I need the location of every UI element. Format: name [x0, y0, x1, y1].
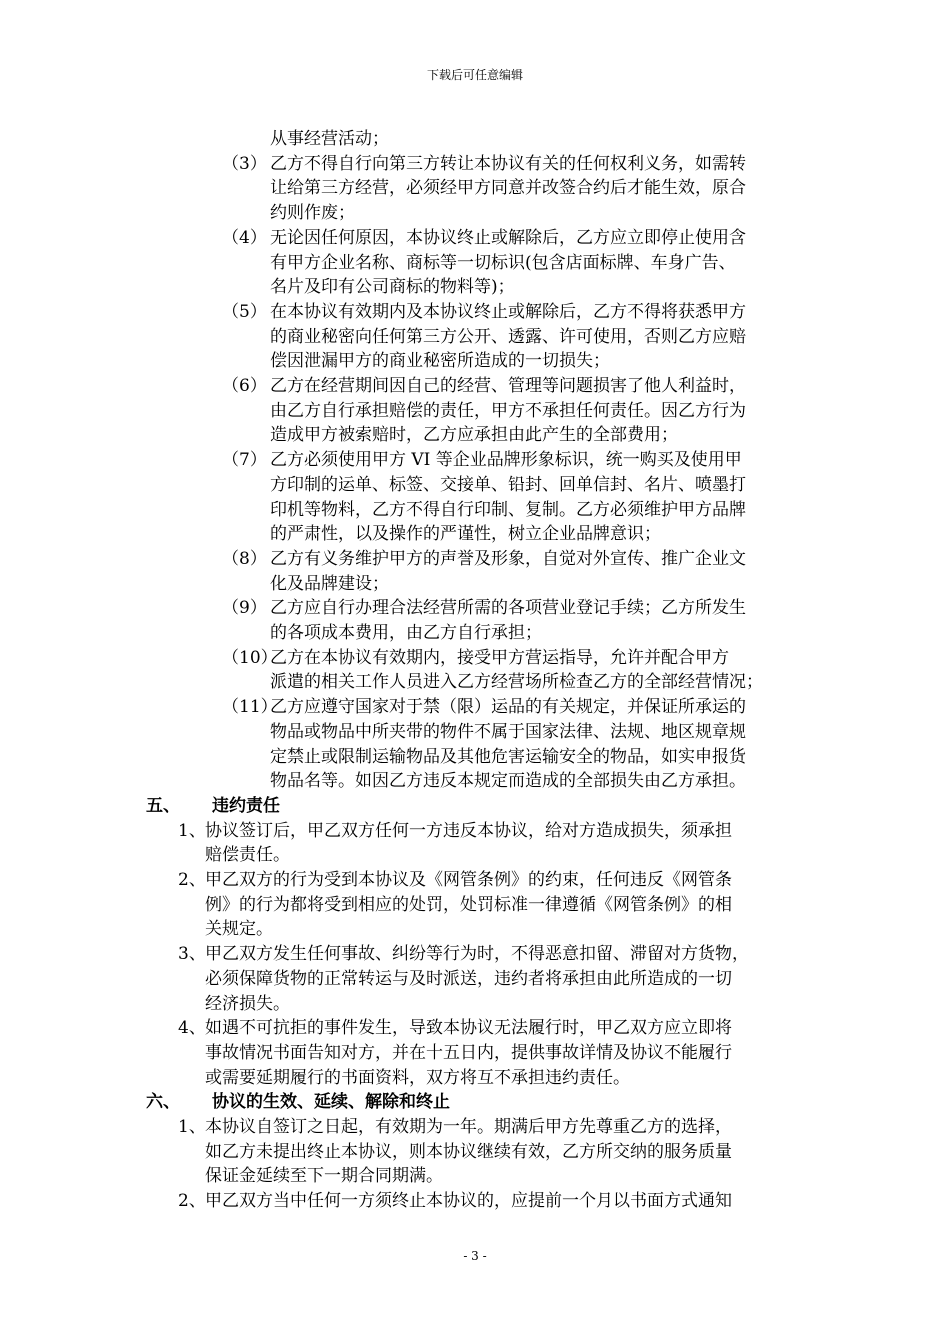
clause-text-line: 印机等物料，乙方不得自行印制、复制。乙方必须维护甲方品牌: [270, 499, 746, 520]
clause-text-line: 乙方应自行办理合法经营所需的各项营业登记手续；乙方所发生: [270, 598, 746, 619]
clause-text-line: 乙方不得自行向第三方转让本协议有关的任何权利义务，如需转: [270, 153, 746, 174]
clause-text-line: 物品名等。如因乙方违反本规定而造成的全部损失由乙方承担。: [270, 771, 746, 792]
item-number: 1、: [178, 820, 206, 841]
clause-text-line: 派遣的相关工作人员进入乙方经营场所检查乙方的全部经营情况；: [270, 672, 763, 693]
item-text-line: 甲乙双方发生任何事故、纠纷等行为时，不得恶意扣留、滞留对方货物，: [205, 944, 749, 965]
clause-text-line: 在本协议有效期内及本协议终止或解除后，乙方不得将获悉甲方: [270, 301, 746, 322]
clause-number: （6）: [222, 376, 267, 396]
clause-text-line: 造成甲方被索赔时，乙方应承担由此产生的全部费用；: [270, 425, 678, 446]
item-number: 2、: [178, 870, 206, 890]
clause-number: （11）: [222, 697, 278, 718]
clause-text-line: 有甲方企业名称、商标等一切标识(包含店面标牌、车身广告、: [270, 252, 736, 273]
clause-text-line: 的商业秘密向任何第三方公开、透露、许可使用，否则乙方应赔: [270, 326, 746, 347]
page-header: 下载后可任意编辑: [426, 68, 523, 82]
item-text-line: 如遇不可抗拒的事件发生，导致本协议无法履行时，甲乙双方应立即将: [205, 1018, 732, 1039]
item-text-line: 甲乙双方的行为受到本协议及《网管条例》的约束，任何违反《网管条: [205, 870, 732, 890]
clause-text-line: 化及品牌建设；: [270, 573, 389, 594]
item-number: 2、: [178, 1191, 206, 1212]
item-text-line: 或需要延期履行的书面资料，双方将互不承担违约责任。: [205, 1067, 630, 1088]
clause-number: （3）: [222, 153, 267, 174]
clause-text-line: 让给第三方经营，必须经甲方同意并改签合约后才能生效，原合: [270, 178, 746, 199]
clause-text-line: 乙方在经营期间因自己的经营、管理等问题损害了他人利益时，: [270, 376, 746, 396]
item-text-line: 例》的行为都将受到相应的处罚，处罚标准一律遵循《网管条例》的相: [205, 894, 732, 915]
clause-text-line: 的各项成本费用，由乙方自行承担；: [270, 623, 542, 643]
clause-number: （8）: [222, 548, 267, 569]
clause-text-line: 由乙方自行承担赔偿的责任，甲方不承担任何责任。因乙方行为: [270, 400, 746, 421]
item-text-line: 关规定。: [205, 919, 273, 940]
item-text-line: 保证金延续至下一期合同期满。: [205, 1166, 443, 1187]
clause-text-line: 乙方在本协议有效期内，接受甲方营运指导，允许并配合甲方: [270, 647, 729, 668]
item-number: 1、: [178, 1117, 206, 1137]
clause-text-line: 乙方有义务维护甲方的声誉及形象，自觉对外宣传、推广企业文: [270, 548, 746, 569]
item-text-line: 协议签订后，甲乙双方任何一方违反本协议，给对方造成损失，须承担: [205, 820, 732, 841]
item-text-line: 经济损失。: [205, 993, 290, 1014]
section-title: 协议的生效、延续、解除和终止: [212, 1092, 450, 1113]
item-text-line: 甲乙双方当中任何一方须终止本协议的，应提前一个月以书面方式通知: [205, 1191, 732, 1212]
section-number: 五、: [146, 795, 180, 816]
item-text-line: 如乙方未提出终止本协议，则本协议继续有效，乙方所交纳的服务质量: [205, 1141, 732, 1162]
clause-text-line: 方印制的运单、标签、交接单、铅封、回单信封、名片、喷墨打: [270, 474, 746, 495]
clause-number: （9）: [222, 598, 267, 619]
section-number: 六、: [146, 1092, 180, 1113]
clause-number: （5）: [222, 301, 267, 322]
clause-text-line: 乙方必须使用甲方 VI 等企业品牌形象标识，统一购买及使用甲: [270, 450, 742, 471]
clause-text-line: 无论因任何原因，本协议终止或解除后，乙方应立即停止使用含: [270, 227, 746, 248]
item-number: 4、: [178, 1018, 206, 1039]
clause-text-line: 约则作废；: [270, 203, 355, 224]
clause-text-line: 乙方应遵守国家对于禁（限）运品的有关规定，并保证所承运的: [270, 697, 746, 718]
page-number: - 3 -: [463, 1249, 487, 1263]
clause-text-line: 从事经营活动；: [270, 129, 389, 149]
clause-number: （7）: [222, 450, 267, 471]
item-text-line: 必须保障货物的正常转运与及时派送，违约者将承担由此所造成的一切: [205, 968, 732, 989]
item-number: 3、: [178, 944, 206, 965]
item-text-line: 事故情况书面告知对方，并在十五日内，提供事故详情及协议不能履行: [205, 1042, 732, 1063]
clause-text-line: 定禁止或限制运输物品及其他危害运输安全的物品，如实申报货: [270, 746, 746, 767]
clause-number: （10）: [222, 647, 278, 668]
item-text-line: 本协议自签订之日起，有效期为一年。期满后甲方先尊重乙方的选择，: [205, 1117, 732, 1137]
clause-text-line: 偿因泄漏甲方的商业秘密所造成的一切损失；: [270, 351, 610, 372]
clause-text-line: 物品或物品中所夹带的物件不属于国家法律、法规、地区规章规: [270, 721, 746, 742]
item-text-line: 赔偿责任。: [205, 845, 290, 866]
clause-text-line: 名片及印有公司商标的物料等)；: [270, 277, 515, 298]
clause-number: （4）: [222, 227, 267, 248]
section-title: 违约责任: [212, 795, 280, 816]
clause-text-line: 的严肃性，以及操作的严谨性，树立企业品牌意识；: [270, 524, 661, 545]
